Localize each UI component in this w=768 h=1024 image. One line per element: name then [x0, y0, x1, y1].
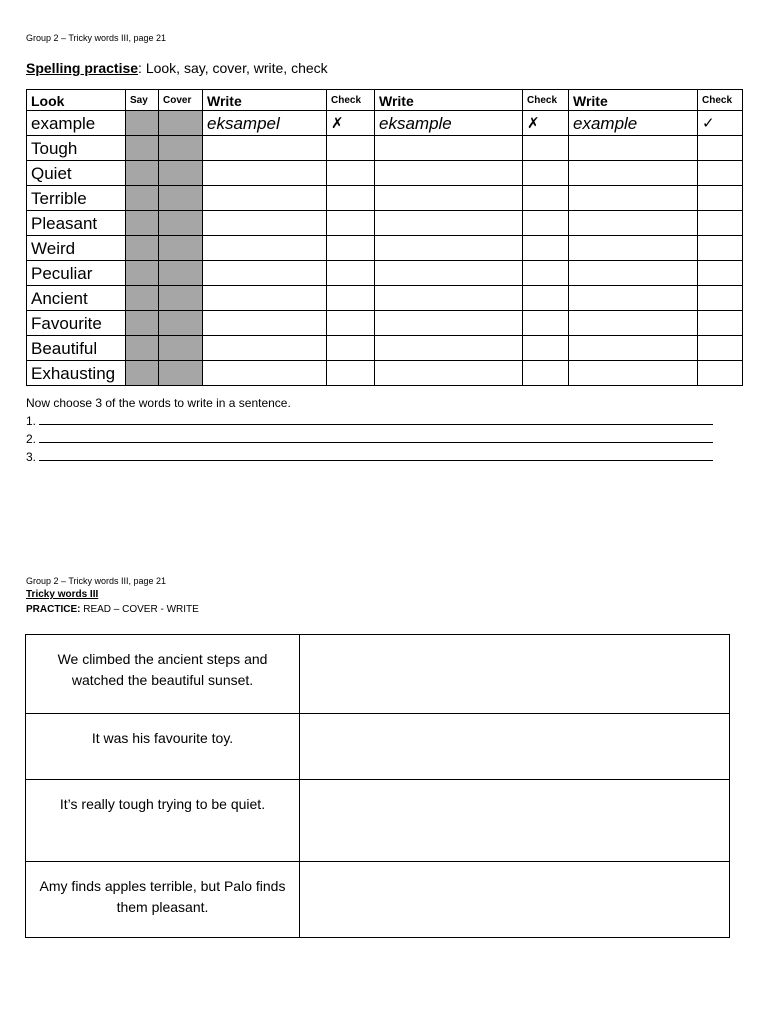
sentence-line-2[interactable] [26, 431, 713, 446]
check-cell[interactable] [327, 186, 375, 211]
header-check-3: Check [698, 90, 743, 111]
practice-instruction [26, 604, 199, 615]
check-cell[interactable] [523, 136, 569, 161]
sentence-line-1[interactable] [26, 413, 713, 428]
cover-cell [159, 236, 203, 261]
check-cell[interactable] [698, 361, 743, 386]
sentence-instruction: Now choose 3 of the words to write in a sentence. [26, 396, 291, 410]
practice-row [26, 714, 730, 780]
cover-cell [159, 136, 203, 161]
word-cell: Tough [27, 136, 126, 161]
cover-cell [159, 186, 203, 211]
say-cell [126, 136, 159, 161]
word-row [27, 261, 743, 286]
cover-cell [159, 111, 203, 136]
write-cell[interactable] [375, 186, 523, 211]
cover-cell [159, 161, 203, 186]
say-cell [126, 336, 159, 361]
write-cell[interactable] [375, 311, 523, 336]
check-cell[interactable] [698, 311, 743, 336]
practice-row [26, 635, 730, 714]
check-cell[interactable] [698, 211, 743, 236]
practice-write-cell[interactable] [300, 714, 730, 780]
word-row [27, 236, 743, 261]
write-cell[interactable] [569, 361, 698, 386]
write-cell[interactable] [203, 161, 327, 186]
practice-sentence: We climbed the ancient steps and watched the beautiful sunset. [26, 635, 300, 714]
practice-write-cell[interactable] [300, 635, 730, 714]
word-row [27, 361, 743, 386]
practice-text: READ – COVER - WRITE [80, 604, 199, 615]
word-cell: Terrible [27, 186, 126, 211]
cover-cell [159, 311, 203, 336]
page-header: Group 2 – Tricky words III, page 21 [26, 33, 167, 43]
example-write-1: eksampel [203, 111, 327, 136]
write-cell[interactable] [203, 211, 327, 236]
spelling-title [26, 60, 328, 76]
check-cell[interactable] [523, 336, 569, 361]
write-cell[interactable] [569, 236, 698, 261]
cover-cell [159, 286, 203, 311]
check-cell[interactable] [698, 236, 743, 261]
check-cell[interactable] [698, 336, 743, 361]
page-header-bottom: Group 2 – Tricky words III, page 21 [26, 576, 167, 586]
write-cell[interactable] [569, 211, 698, 236]
check-cell[interactable] [327, 136, 375, 161]
check-cell[interactable] [698, 261, 743, 286]
header-look: Look [27, 90, 126, 111]
practice-row [26, 780, 730, 862]
header-check-2: Check [523, 90, 569, 111]
write-cell[interactable] [375, 361, 523, 386]
header-say: Say [126, 90, 159, 111]
word-cell: Quiet [27, 161, 126, 186]
word-row [27, 211, 743, 236]
word-cell: Weird [27, 236, 126, 261]
writing-line [39, 431, 713, 443]
check-cell[interactable] [523, 161, 569, 186]
say-cell [126, 211, 159, 236]
write-cell[interactable] [375, 236, 523, 261]
write-cell[interactable] [375, 211, 523, 236]
line-number: 3. [26, 450, 37, 464]
check-cell[interactable] [523, 236, 569, 261]
write-cell[interactable] [203, 136, 327, 161]
practice-sentence: It’s really tough trying to be quiet. [26, 780, 300, 862]
header-check-1: Check [327, 90, 375, 111]
word-row [27, 336, 743, 361]
write-cell[interactable] [203, 186, 327, 211]
write-cell[interactable] [569, 161, 698, 186]
word-cell: Peculiar [27, 261, 126, 286]
word-row [27, 186, 743, 211]
check-cell[interactable] [698, 286, 743, 311]
writing-line [39, 413, 713, 425]
example-write-2: eksample [375, 111, 523, 136]
practice-label: PRACTICE: [26, 604, 81, 615]
write-cell[interactable] [203, 286, 327, 311]
example-check-2: ✗ [523, 111, 569, 136]
word-cell: Favourite [27, 311, 126, 336]
word-cell: Beautiful [27, 336, 126, 361]
write-cell[interactable] [375, 261, 523, 286]
header-write-2: Write [375, 90, 523, 111]
check-cell[interactable] [523, 311, 569, 336]
example-write-3: example [569, 111, 698, 136]
say-cell [126, 361, 159, 386]
write-cell[interactable] [375, 286, 523, 311]
check-cell[interactable] [698, 136, 743, 161]
header-write-3: Write [569, 90, 698, 111]
word-cell: Exhausting [27, 361, 126, 386]
header-write-1: Write [203, 90, 327, 111]
write-cell[interactable] [203, 236, 327, 261]
say-cell [126, 186, 159, 211]
write-cell[interactable] [569, 186, 698, 211]
word-row [27, 136, 743, 161]
check-cell[interactable] [698, 161, 743, 186]
check-cell[interactable] [327, 211, 375, 236]
check-cell[interactable] [327, 311, 375, 336]
check-cell[interactable] [523, 186, 569, 211]
write-cell[interactable] [375, 136, 523, 161]
line-number: 2. [26, 432, 37, 446]
example-word: example [27, 111, 126, 136]
say-cell [126, 286, 159, 311]
practice-write-cell[interactable] [300, 780, 730, 862]
spelling-title-label: Spelling practise [26, 60, 139, 76]
practice-sentence: Amy finds apples terrible, but Palo finds them pleasant. [26, 862, 300, 938]
cover-cell [159, 336, 203, 361]
say-cell [126, 111, 159, 136]
check-cell[interactable] [523, 261, 569, 286]
check-cell[interactable] [523, 361, 569, 386]
table-header-row [27, 90, 743, 111]
say-cell [126, 236, 159, 261]
write-cell[interactable] [569, 311, 698, 336]
write-cell[interactable] [569, 136, 698, 161]
check-cell[interactable] [698, 186, 743, 211]
check-cell[interactable] [327, 161, 375, 186]
practice-row [26, 862, 730, 938]
word-row [27, 161, 743, 186]
sentence-line-3[interactable] [26, 449, 713, 464]
check-cell[interactable] [327, 336, 375, 361]
example-row [27, 111, 743, 136]
write-cell[interactable] [203, 261, 327, 286]
write-cell[interactable] [569, 336, 698, 361]
write-cell[interactable] [203, 361, 327, 386]
check-cell[interactable] [327, 286, 375, 311]
say-cell [126, 161, 159, 186]
check-cell[interactable] [327, 261, 375, 286]
word-row [27, 286, 743, 311]
write-cell[interactable] [203, 336, 327, 361]
word-cell: Pleasant [27, 211, 126, 236]
word-row [27, 311, 743, 336]
check-cell[interactable] [523, 286, 569, 311]
write-cell[interactable] [569, 261, 698, 286]
example-check-1: ✗ [327, 111, 375, 136]
cover-cell [159, 261, 203, 286]
cover-cell [159, 361, 203, 386]
say-cell [126, 261, 159, 286]
header-cover: Cover [159, 90, 203, 111]
say-cell [126, 311, 159, 336]
practice-table [25, 634, 730, 938]
check-cell[interactable] [327, 236, 375, 261]
spelling-title-rest: : Look, say, cover, write, check [138, 60, 328, 76]
check-cell[interactable] [327, 361, 375, 386]
write-cell[interactable] [569, 286, 698, 311]
practice-write-cell[interactable] [300, 862, 730, 938]
write-cell[interactable] [375, 161, 523, 186]
spelling-table [26, 89, 743, 386]
practice-sentence: It was his favourite toy. [26, 714, 300, 780]
line-number: 1. [26, 414, 37, 428]
cover-cell [159, 211, 203, 236]
tricky-words-title: Tricky words III [26, 589, 99, 600]
write-cell[interactable] [375, 336, 523, 361]
example-check-3: ✓ [698, 111, 743, 136]
check-cell[interactable] [523, 211, 569, 236]
writing-line [39, 449, 713, 461]
word-cell: Ancient [27, 286, 126, 311]
write-cell[interactable] [203, 311, 327, 336]
